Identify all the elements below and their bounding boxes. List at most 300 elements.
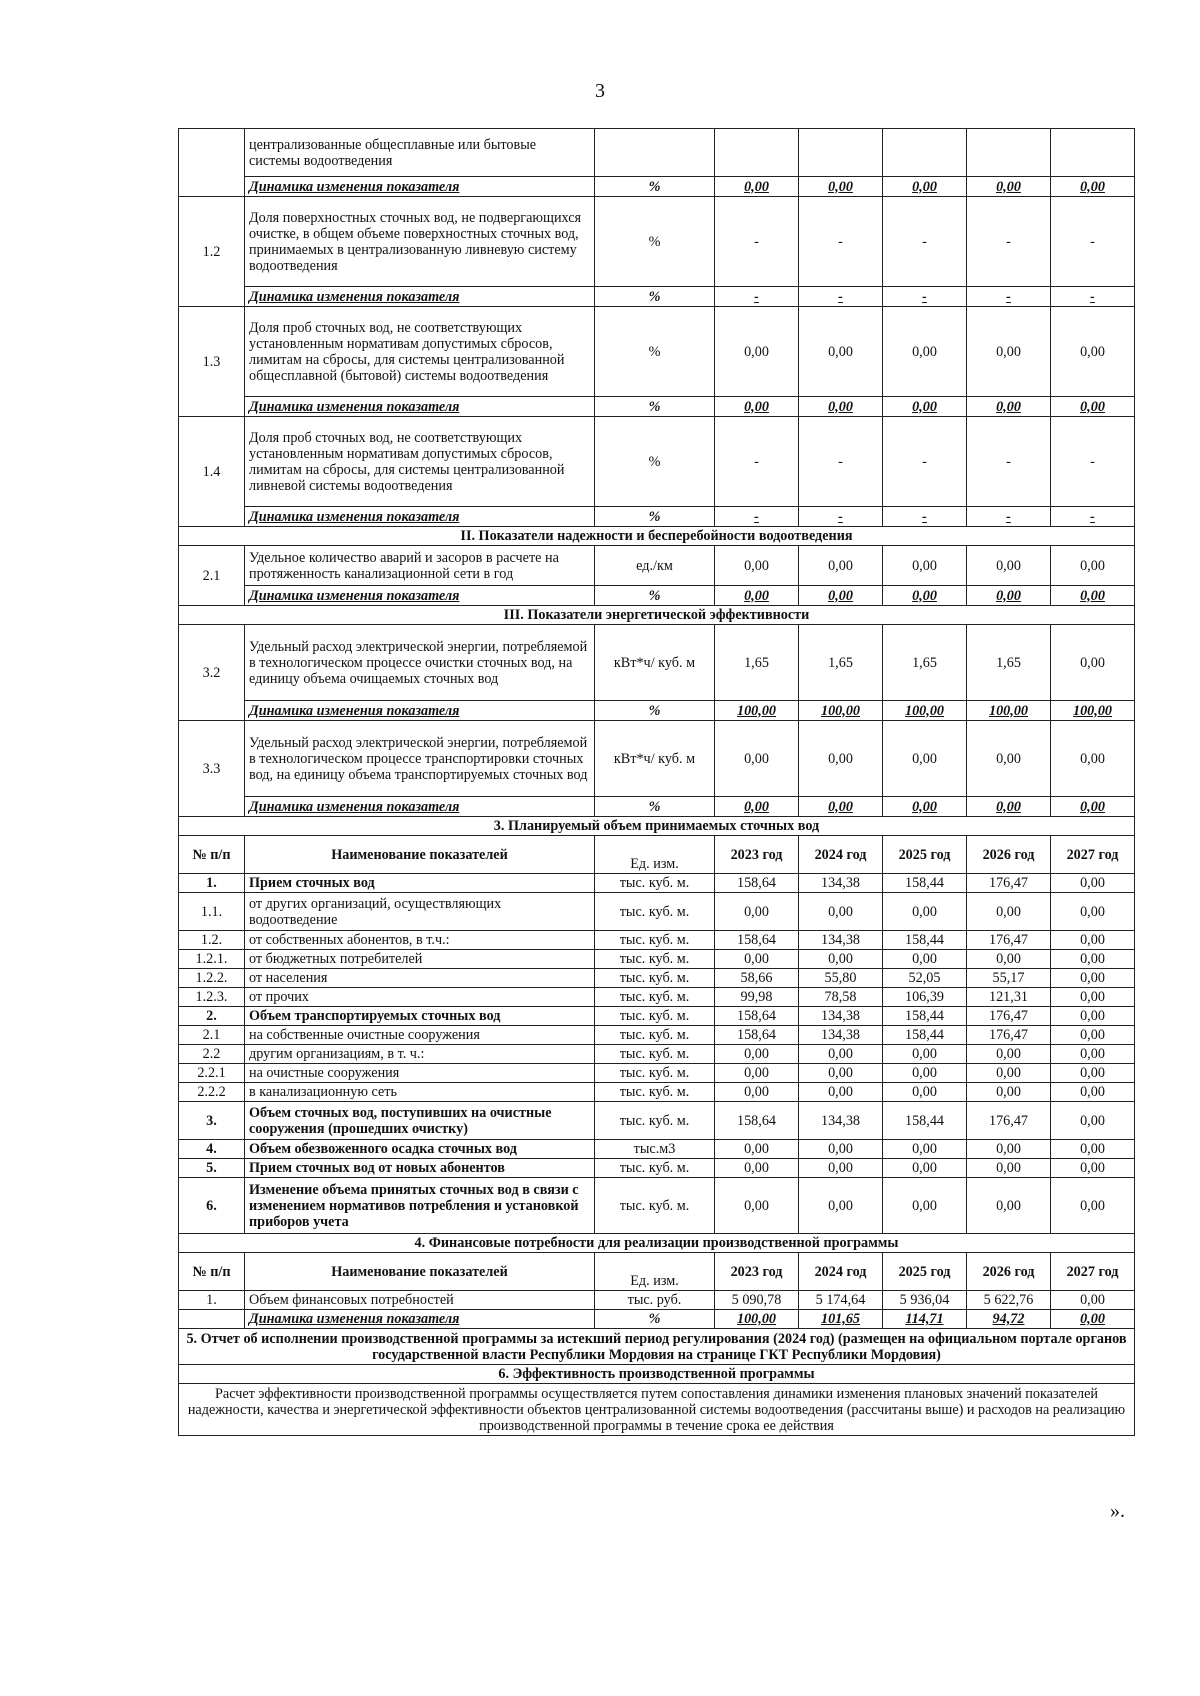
volume-row [179, 1178, 1135, 1234]
row-number: 1.2.3. [179, 988, 245, 1007]
indicator-name: от бюджетных потребителей [245, 950, 595, 969]
value-cell: 0,00 [715, 1045, 799, 1064]
unit-cell: тыс. куб. м. [595, 1007, 715, 1026]
row-number: 1.2.2. [179, 969, 245, 988]
section-heading: 6. Эффективность производственной программы [179, 1365, 1135, 1384]
value-cell: - [967, 417, 1051, 507]
indicator-name: от населения [245, 969, 595, 988]
value-cell: 0,00 [1051, 950, 1135, 969]
value-cell: 94,72 [967, 1310, 1051, 1329]
value-cell [967, 129, 1051, 177]
value-cell: 0,00 [883, 797, 967, 817]
value-cell: 0,00 [1051, 177, 1135, 197]
value-cell: - [967, 507, 1051, 527]
unit-cell: тыс. куб. м. [595, 1102, 715, 1140]
row-number: 1.2. [179, 931, 245, 950]
value-cell: - [799, 417, 883, 507]
indicator-name: на собственные очистные сооружения [245, 1026, 595, 1045]
indicator-row [179, 129, 1135, 177]
indicator-name: Динамика изменения показателя [245, 507, 595, 527]
header-year: 2023 год [715, 836, 799, 874]
value-cell: 0,00 [883, 397, 967, 417]
unit-cell: % [595, 701, 715, 721]
value-cell: - [1051, 197, 1135, 287]
unit-cell: % [595, 307, 715, 397]
header-year: 2023 год [715, 1253, 799, 1291]
value-cell: 100,00 [1051, 701, 1135, 721]
section-heading: 4. Финансовые потребности для реализации производственной программы [179, 1234, 1135, 1253]
value-cell: - [967, 197, 1051, 287]
value-cell: 0,00 [715, 797, 799, 817]
value-cell: 0,00 [1051, 1140, 1135, 1159]
value-cell: 0,00 [1051, 1064, 1135, 1083]
header-year: 2024 год [799, 836, 883, 874]
value-cell: 0,00 [967, 1045, 1051, 1064]
value-cell: - [1051, 287, 1135, 307]
value-cell: 0,00 [715, 950, 799, 969]
value-cell: 100,00 [799, 701, 883, 721]
indicator-name: Динамика изменения показателя [245, 586, 595, 606]
row-number [179, 1310, 245, 1329]
value-cell: - [715, 287, 799, 307]
value-cell: 158,44 [883, 1102, 967, 1140]
volume-row [179, 1102, 1135, 1140]
unit-cell: тыс. куб. м. [595, 950, 715, 969]
unit-cell: тыс. куб. м. [595, 1026, 715, 1045]
row-number: 2.2.2 [179, 1083, 245, 1102]
value-cell: 0,00 [1051, 546, 1135, 586]
value-cell: 0,00 [967, 1064, 1051, 1083]
header-number: № п/п [179, 1253, 245, 1291]
value-cell: - [1051, 507, 1135, 527]
volume-row [179, 1083, 1135, 1102]
value-cell: - [715, 417, 799, 507]
value-cell: 121,31 [967, 988, 1051, 1007]
efficiency-description: Расчет эффективности производственной программы осуществляется путем сопоставления динамики изменения плановых значений показателей надежности, качества и энергетической эффективности объектов централизованной системы водоотведения (рассчитаны выше) и расходов на реализацию производственной программы в течение срока ее действия [179, 1384, 1135, 1436]
value-cell: 1,65 [799, 625, 883, 701]
value-cell: 0,00 [799, 177, 883, 197]
value-cell: - [883, 417, 967, 507]
volume-row [179, 1007, 1135, 1026]
unit-cell: % [595, 586, 715, 606]
indicator-name: Доля проб сточных вод, не соответствующих установленным нормативам допустимых сбросов, лимитам на сбросы, для системы централизованной общесплавной (бытовой) системы водоотведения [245, 307, 595, 397]
value-cell: 100,00 [715, 1310, 799, 1329]
value-cell: 100,00 [883, 701, 967, 721]
value-cell [715, 129, 799, 177]
volume-row [179, 1140, 1135, 1159]
indicator-name: в канализационную сеть [245, 1083, 595, 1102]
value-cell: 0,00 [967, 546, 1051, 586]
value-cell [883, 129, 967, 177]
closing-quote-mark: ». [1110, 1500, 1125, 1522]
indicator-row [179, 721, 1135, 797]
value-cell: - [799, 197, 883, 287]
section-heading-row [179, 817, 1135, 836]
value-cell: 134,38 [799, 874, 883, 893]
value-cell: 0,00 [715, 546, 799, 586]
header-year: 2026 год [967, 836, 1051, 874]
value-cell: 0,00 [715, 721, 799, 797]
indicator-name: Прием сточных вод [245, 874, 595, 893]
value-cell: - [715, 197, 799, 287]
value-cell: 0,00 [967, 1178, 1051, 1234]
indicator-name: на очистные сооружения [245, 1064, 595, 1083]
value-cell: 0,00 [799, 307, 883, 397]
row-number: 3.2 [179, 625, 245, 721]
value-cell: 0,00 [967, 1083, 1051, 1102]
value-cell: 100,00 [715, 701, 799, 721]
value-cell: 0,00 [715, 586, 799, 606]
indicator-name: Динамика изменения показателя [245, 701, 595, 721]
indicator-name: Объем обезвоженного осадка сточных вод [245, 1140, 595, 1159]
indicator-row [179, 546, 1135, 586]
value-cell: 158,44 [883, 1026, 967, 1045]
unit-cell: % [595, 417, 715, 507]
indicator-name: другим организациям, в т. ч.: [245, 1045, 595, 1064]
value-cell: - [799, 507, 883, 527]
value-cell: 0,00 [715, 307, 799, 397]
value-cell: 0,00 [967, 397, 1051, 417]
value-cell: 158,64 [715, 1102, 799, 1140]
header-unit: Ед. изм. [595, 1253, 715, 1291]
header-number: № п/п [179, 836, 245, 874]
value-cell: 0,00 [799, 586, 883, 606]
value-cell: 99,98 [715, 988, 799, 1007]
volume-row [179, 1159, 1135, 1178]
value-cell: 0,00 [967, 1159, 1051, 1178]
value-cell: 5 936,04 [883, 1291, 967, 1310]
unit-cell: % [595, 507, 715, 527]
indicator-name: от собственных абонентов, в т.ч.: [245, 931, 595, 950]
unit-cell: % [595, 797, 715, 817]
unit-cell: тыс. руб. [595, 1291, 715, 1310]
unit-cell: % [595, 177, 715, 197]
value-cell: 0,00 [1051, 1178, 1135, 1234]
indicator-name: централизованные общесплавные или бытовые системы водоотведения [245, 129, 595, 177]
value-cell: 0,00 [967, 797, 1051, 817]
row-number: 2.2.1 [179, 1064, 245, 1083]
value-cell: 134,38 [799, 931, 883, 950]
value-cell: 0,00 [1051, 586, 1135, 606]
value-cell: 0,00 [715, 1140, 799, 1159]
row-number: 2.2 [179, 1045, 245, 1064]
value-cell: - [799, 287, 883, 307]
row-number: 1. [179, 1291, 245, 1310]
value-cell: 176,47 [967, 1007, 1051, 1026]
value-cell: 176,47 [967, 1102, 1051, 1140]
unit-cell: тыс. куб. м. [595, 1083, 715, 1102]
volume-row [179, 874, 1135, 893]
section-heading: II. Показатели надежности и бесперебойности водоотведения [179, 527, 1135, 546]
value-cell: 158,64 [715, 1026, 799, 1045]
unit-cell: тыс. куб. м. [595, 931, 715, 950]
value-cell: 0,00 [1051, 721, 1135, 797]
value-cell: 134,38 [799, 1007, 883, 1026]
value-cell [1051, 129, 1135, 177]
value-cell: 0,00 [967, 721, 1051, 797]
value-cell: 0,00 [883, 1083, 967, 1102]
value-cell: 158,64 [715, 931, 799, 950]
indicator-row [179, 307, 1135, 397]
value-cell: 176,47 [967, 931, 1051, 950]
indicator-name: Доля проб сточных вод, не соответствующих установленным нормативам допустимых сбросов, лимитам на сбросы, для системы централизованной ливневой системы водоотведения [245, 417, 595, 507]
value-cell: 0,00 [883, 307, 967, 397]
value-cell: 158,44 [883, 874, 967, 893]
value-cell: 0,00 [1051, 625, 1135, 701]
value-cell: 176,47 [967, 874, 1051, 893]
unit-cell: тыс. куб. м. [595, 988, 715, 1007]
value-cell: 0,00 [967, 893, 1051, 931]
indicator-name: Доля поверхностных сточных вод, не подвергающихся очистке, в общем объеме поверхностных сточных вод, принимаемых в централизованную ливневую систему водоотведения [245, 197, 595, 287]
value-cell: - [715, 507, 799, 527]
value-cell: 0,00 [883, 721, 967, 797]
value-cell: 0,00 [799, 1159, 883, 1178]
section-heading-row [179, 1234, 1135, 1253]
value-cell: 0,00 [799, 1140, 883, 1159]
value-cell: 0,00 [883, 586, 967, 606]
value-cell: 158,64 [715, 1007, 799, 1026]
value-cell: 158,44 [883, 931, 967, 950]
value-cell: 1,65 [883, 625, 967, 701]
value-cell: 0,00 [967, 1140, 1051, 1159]
value-cell: 78,58 [799, 988, 883, 1007]
dynamics-row [179, 797, 1135, 817]
header-name: Наименование показателей [245, 1253, 595, 1291]
value-cell: 1,65 [715, 625, 799, 701]
unit-cell: % [595, 1310, 715, 1329]
value-cell: 176,47 [967, 1026, 1051, 1045]
value-cell: 0,00 [799, 893, 883, 931]
header-year: 2026 год [967, 1253, 1051, 1291]
value-cell: 158,44 [883, 1007, 967, 1026]
row-number: 1.1. [179, 893, 245, 931]
value-cell: 0,00 [715, 1178, 799, 1234]
unit-cell: ед./км [595, 546, 715, 586]
header-year: 2025 год [883, 1253, 967, 1291]
value-cell: 0,00 [1051, 307, 1135, 397]
volume-row [179, 1026, 1135, 1045]
program-table [178, 128, 1135, 1436]
unit-cell: тыс. куб. м. [595, 893, 715, 931]
value-cell: 0,00 [799, 1083, 883, 1102]
value-cell: 52,05 [883, 969, 967, 988]
volume-row [179, 969, 1135, 988]
row-number: 1. [179, 874, 245, 893]
row-number: 2. [179, 1007, 245, 1026]
indicator-name: Удельное количество аварий и засоров в расчете на протяженность канализационной сети в год [245, 546, 595, 586]
dynamics-row [179, 507, 1135, 527]
value-cell: 0,00 [1051, 931, 1135, 950]
value-cell: 0,00 [799, 721, 883, 797]
value-cell: 0,00 [883, 546, 967, 586]
value-cell: 0,00 [1051, 1007, 1135, 1026]
indicator-row [179, 417, 1135, 507]
dynamics-row [179, 1310, 1135, 1329]
value-cell: 0,00 [967, 177, 1051, 197]
row-number: 3.3 [179, 721, 245, 817]
value-cell: 0,00 [1051, 1026, 1135, 1045]
unit-cell: % [595, 397, 715, 417]
value-cell: 0,00 [1051, 1045, 1135, 1064]
value-cell: 0,00 [715, 1159, 799, 1178]
section-heading-row [179, 1329, 1135, 1365]
value-cell: 0,00 [799, 1064, 883, 1083]
volume-row [179, 931, 1135, 950]
value-cell: 0,00 [715, 397, 799, 417]
value-cell: 0,00 [1051, 1102, 1135, 1140]
indicator-name: Изменение объема принятых сточных вод в связи с изменением нормативов потребления и установкой приборов учета [245, 1178, 595, 1234]
value-cell: 0,00 [1051, 1310, 1135, 1329]
value-cell: 1,65 [967, 625, 1051, 701]
value-cell: 106,39 [883, 988, 967, 1007]
value-cell: 0,00 [883, 1178, 967, 1234]
value-cell: 0,00 [1051, 893, 1135, 931]
section-heading-row [179, 1365, 1135, 1384]
section-heading-row [179, 527, 1135, 546]
row-number: 3. [179, 1102, 245, 1140]
indicator-name: Динамика изменения показателя [245, 797, 595, 817]
value-cell: 0,00 [799, 950, 883, 969]
dynamics-row [179, 177, 1135, 197]
value-cell: 55,80 [799, 969, 883, 988]
value-cell: 0,00 [1051, 969, 1135, 988]
value-cell: 0,00 [883, 1140, 967, 1159]
indicator-name: Объем транспортируемых сточных вод [245, 1007, 595, 1026]
value-cell: - [883, 287, 967, 307]
row-number: 6. [179, 1178, 245, 1234]
section-heading: III. Показатели энергетической эффективности [179, 606, 1135, 625]
section-6-text-row [179, 1384, 1135, 1436]
volume-row [179, 1064, 1135, 1083]
value-cell: - [883, 197, 967, 287]
header-year: 2027 год [1051, 1253, 1135, 1291]
section-heading-row [179, 606, 1135, 625]
value-cell: 0,00 [1051, 397, 1135, 417]
unit-cell: тыс. куб. м. [595, 1159, 715, 1178]
indicator-name: Динамика изменения показателя [245, 287, 595, 307]
value-cell: 0,00 [799, 546, 883, 586]
row-number: 2.1 [179, 1026, 245, 1045]
value-cell: - [883, 507, 967, 527]
value-cell: - [967, 287, 1051, 307]
unit-cell [595, 129, 715, 177]
value-cell: 0,00 [715, 1083, 799, 1102]
value-cell: 0,00 [883, 950, 967, 969]
value-cell: 0,00 [883, 177, 967, 197]
unit-cell: тыс. куб. м. [595, 874, 715, 893]
unit-cell: % [595, 287, 715, 307]
value-cell: 0,00 [1051, 797, 1135, 817]
value-cell: 0,00 [715, 1064, 799, 1083]
page-number: 3 [595, 80, 605, 102]
indicator-name: Объем сточных вод, поступивших на очистные сооружения (прошедших очистку) [245, 1102, 595, 1140]
value-cell: 0,00 [799, 797, 883, 817]
finance-row [179, 1291, 1135, 1310]
volume-row [179, 950, 1135, 969]
unit-cell: тыс. куб. м. [595, 1045, 715, 1064]
value-cell: 0,00 [883, 1159, 967, 1178]
volume-row [179, 893, 1135, 931]
section-heading: 5. Отчет об исполнении производственной программы за истекший период регулирования (2024 год) (размещен на официальном портале органов государственной власти Республики Мордовия на странице ГКТ Республики Мордовия) [179, 1329, 1135, 1365]
unit-cell: тыс. куб. м. [595, 1064, 715, 1083]
value-cell: 0,00 [1051, 988, 1135, 1007]
indicator-name: Удельный расход электрической энергии, потребляемой в технологическом процессе транспортировки сточных вод, на единицу объема транспортируемых сточных вод [245, 721, 595, 797]
dynamics-row [179, 287, 1135, 307]
unit-cell: кВт*ч/ куб. м [595, 721, 715, 797]
value-cell: 55,17 [967, 969, 1051, 988]
value-cell: 0,00 [715, 177, 799, 197]
value-cell: 0,00 [883, 1045, 967, 1064]
value-cell: 158,64 [715, 874, 799, 893]
value-cell: 5 090,78 [715, 1291, 799, 1310]
value-cell: 0,00 [967, 950, 1051, 969]
unit-cell: кВт*ч/ куб. м [595, 625, 715, 701]
value-cell: - [1051, 417, 1135, 507]
header-year: 2024 год [799, 1253, 883, 1291]
dynamics-row [179, 701, 1135, 721]
indicator-row [179, 197, 1135, 287]
value-cell: 0,00 [799, 1178, 883, 1234]
row-number: 1.2.1. [179, 950, 245, 969]
dynamics-row [179, 586, 1135, 606]
value-cell: 0,00 [883, 1064, 967, 1083]
table-header-row [179, 1253, 1135, 1291]
value-cell: 100,00 [967, 701, 1051, 721]
value-cell: 0,00 [883, 893, 967, 931]
value-cell: 0,00 [1051, 874, 1135, 893]
value-cell: 0,00 [799, 397, 883, 417]
unit-cell: тыс. куб. м. [595, 969, 715, 988]
unit-cell: тыс.м3 [595, 1140, 715, 1159]
row-number: 5. [179, 1159, 245, 1178]
indicator-name: Динамика изменения показателя [245, 1310, 595, 1329]
value-cell: 0,00 [967, 586, 1051, 606]
volume-row [179, 1045, 1135, 1064]
indicator-name: Объем финансовых потребностей [245, 1291, 595, 1310]
unit-cell: тыс. куб. м. [595, 1178, 715, 1234]
value-cell: 134,38 [799, 1026, 883, 1045]
value-cell: 114,71 [883, 1310, 967, 1329]
value-cell: 58,66 [715, 969, 799, 988]
indicator-row [179, 625, 1135, 701]
header-year: 2027 год [1051, 836, 1135, 874]
row-number: 1.3 [179, 307, 245, 417]
row-number: 1.2 [179, 197, 245, 307]
value-cell: 0,00 [1051, 1083, 1135, 1102]
dynamics-row [179, 397, 1135, 417]
indicator-name: от прочих [245, 988, 595, 1007]
value-cell [799, 129, 883, 177]
header-year: 2025 год [883, 836, 967, 874]
indicator-name: от других организаций, осуществляющих водоотведение [245, 893, 595, 931]
indicator-name: Удельный расход электрической энергии, потребляемой в технологическом процессе очистки сточных вод, на единицу объема очищаемых сточных вод [245, 625, 595, 701]
header-unit: Ед. изм. [595, 836, 715, 874]
value-cell: 0,00 [967, 307, 1051, 397]
header-name: Наименование показателей [245, 836, 595, 874]
value-cell: 0,00 [1051, 1291, 1135, 1310]
volume-row [179, 988, 1135, 1007]
table-header-row [179, 836, 1135, 874]
value-cell: 5 622,76 [967, 1291, 1051, 1310]
value-cell: 0,00 [715, 893, 799, 931]
value-cell: 5 174,64 [799, 1291, 883, 1310]
row-number: 4. [179, 1140, 245, 1159]
section-heading: 3. Планируемый объем принимаемых сточных вод [179, 817, 1135, 836]
indicator-name: Прием сточных вод от новых абонентов [245, 1159, 595, 1178]
indicator-name: Динамика изменения показателя [245, 177, 595, 197]
unit-cell: % [595, 197, 715, 287]
value-cell: 101,65 [799, 1310, 883, 1329]
